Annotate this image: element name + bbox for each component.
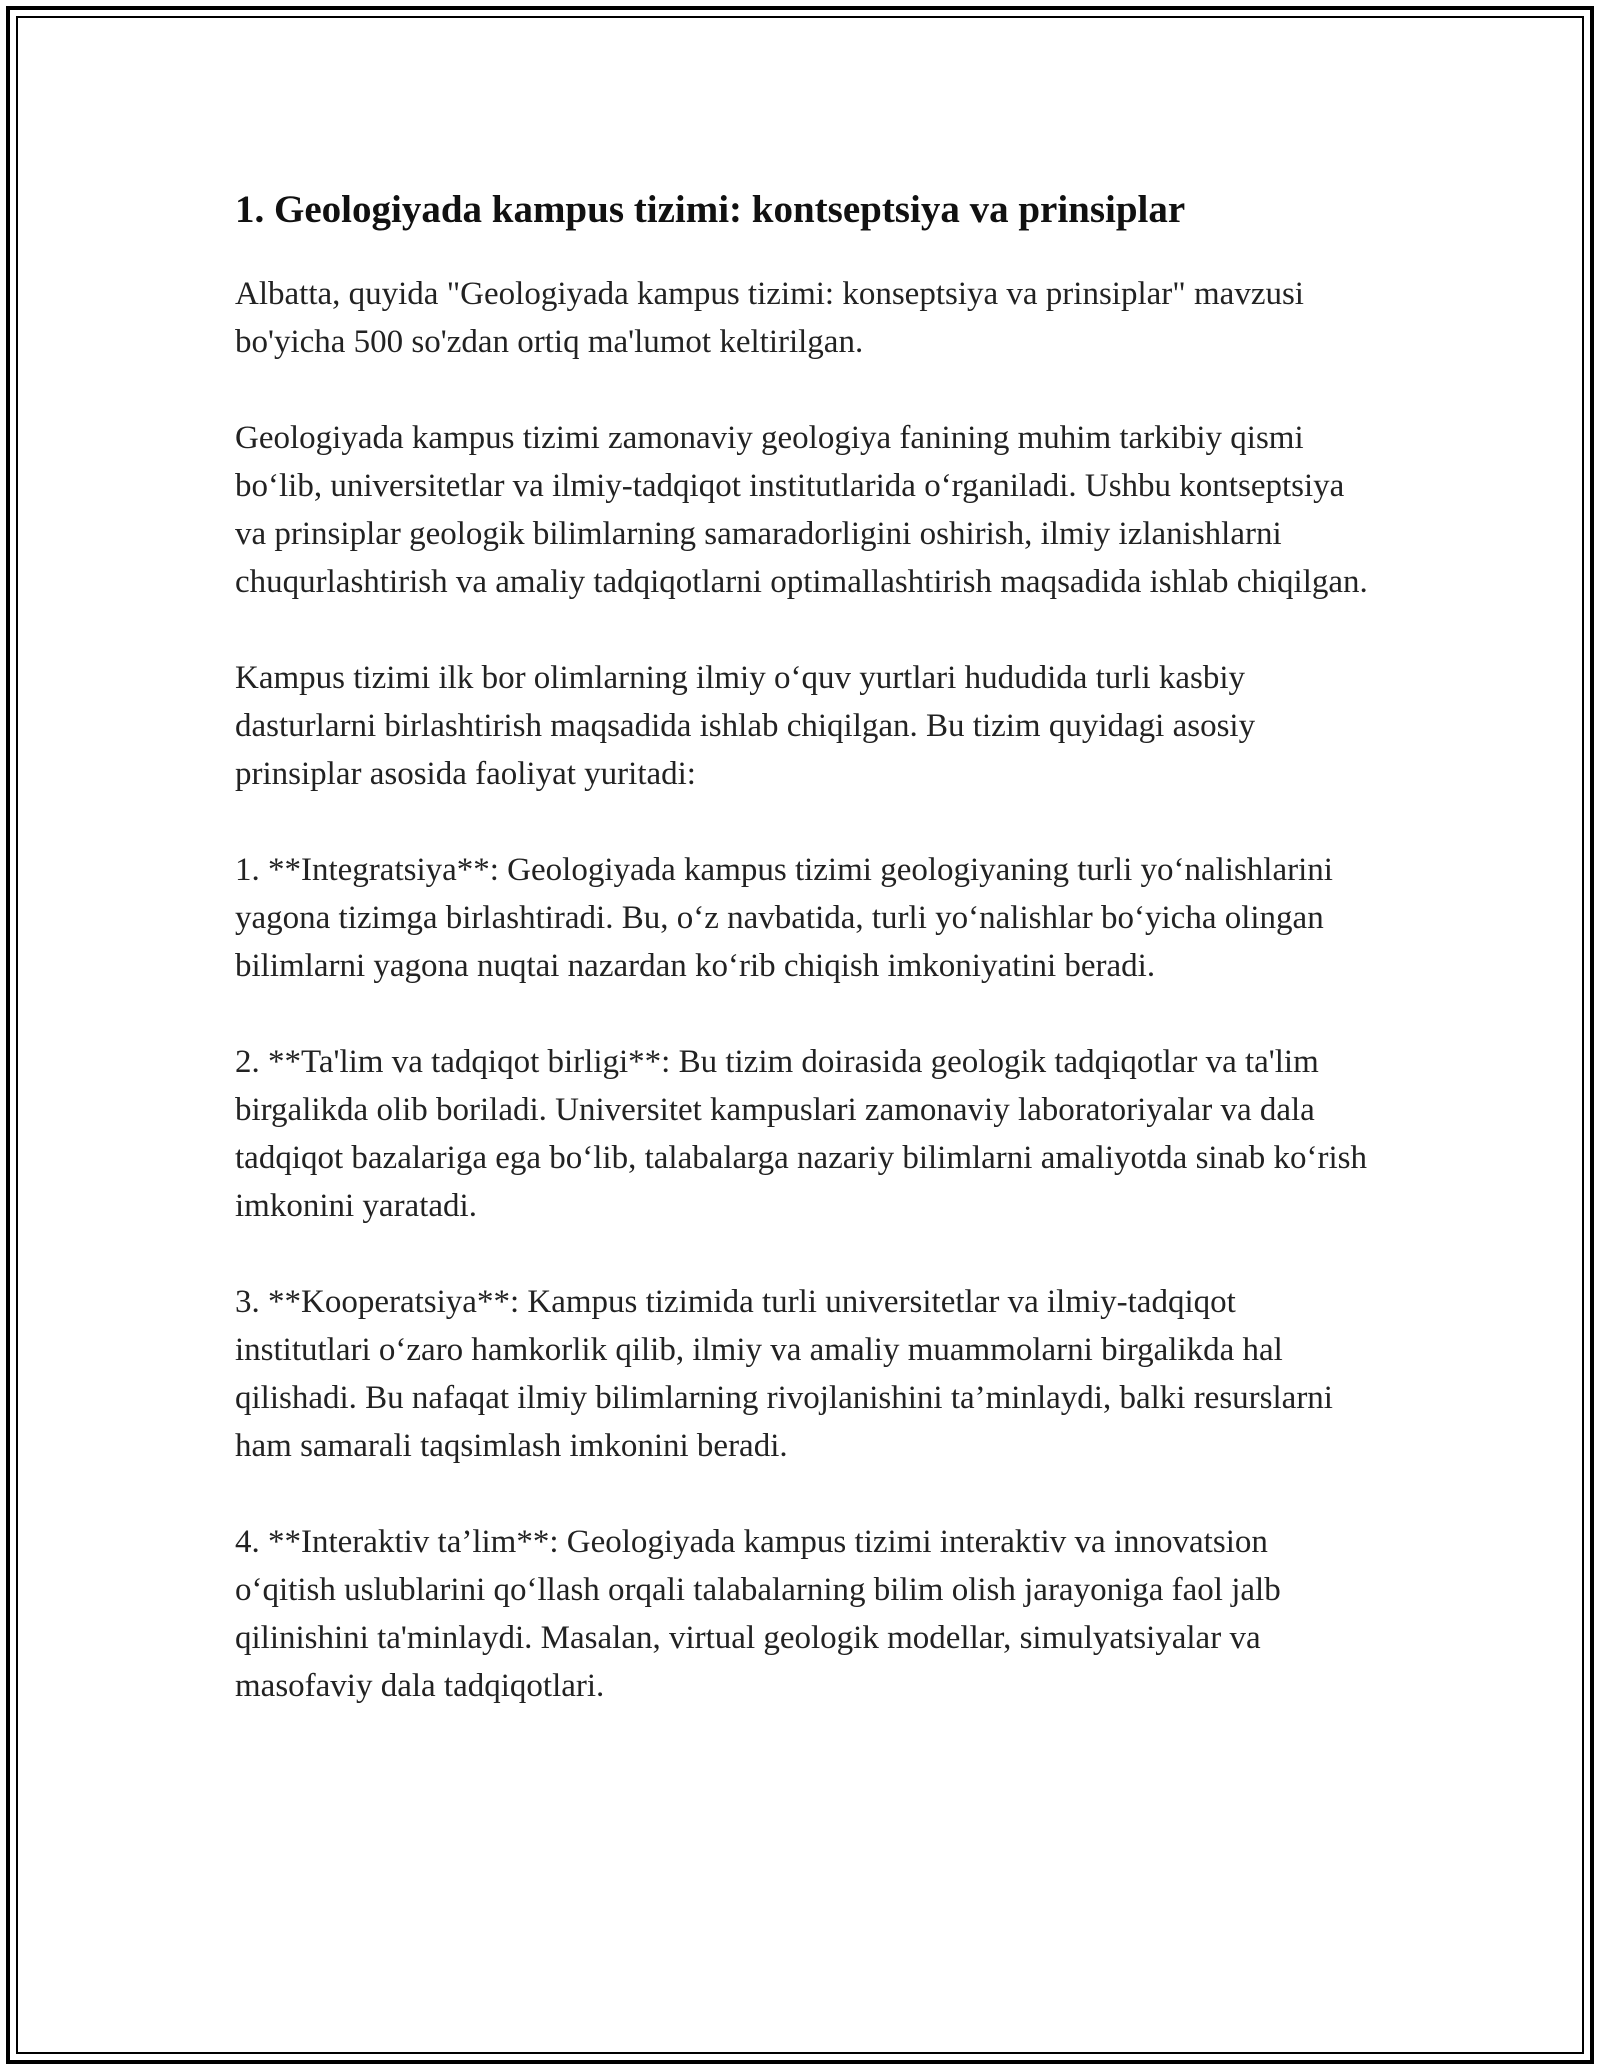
paragraph-intro: Albatta, quyida "Geologiyada kampus tizimi: konseptsiya va prinsiplar" mavzusi bo'yicha 500 so'zdan ortiq ma'lumot keltirilgan. — [235, 275, 1304, 360]
paragraph-overview: Geologiyada kampus tizimi zamonaviy geologiya fanining muhim tarkibiy qismi boʻlib, universitetlar va ilmiy-tadqiqot institutlarida oʻrganiladi. Ushbu kontseptsiya va prinsiplar geologik bilimlarning samaradorligini oshirish, ilmiy izlanishlarni chuqurlashtirish va amaliy tadqiqotlarni optimallashtirish maqsadida ishlab chiqilgan. — [235, 419, 1368, 600]
paragraph-principle-cooperation: 3. **Kooperatsiya**: Kampus tizimida turli universitetlar va ilmiy-tadqiqot institutlari oʻzaro hamkorlik qilib, ilmiy va amaliy muammolarni birgalikda hal qilishadi. Bu nafaqat ilmiy bilimlarning rivojlanishini ta’minlaydi, balki resurslarni ham samarali taqsimlash imkonini beradi. — [235, 1283, 1333, 1464]
paragraph-principles-intro: Kampus tizimi ilk bor olimlarning ilmiy oʻquv yurtlari hududida turli kasbiy dasturlarni birlashtirish maqsadida ishlab chiqilgan. Bu tizim quyidagi asosiy prinsiplar asosida faoliyat yuritadi: — [235, 659, 1256, 792]
document-body — [235, 185, 1375, 1758]
paragraph-principle-integration: 1. **Integratsiya**: Geologiyada kampus tizimi geologiyaning turli yoʻnalishlarini yagona tizimga birlashtiradi. Bu, oʻz navbatida, turli yoʻnalishlar boʻyicha olingan bilimlarni yagona nuqtai nazardan koʻrib chiqish imkoniyatini beradi. — [235, 851, 1333, 984]
paragraph-principle-education-research: 2. **Ta'lim va tadqiqot birligi**: Bu tizim doirasida geologik tadqiqotlar va ta'lim birgalikda olib boriladi. Universitet kampuslari zamonaviy laboratoriyalar va dala tadqiqot bazalariga ega boʻlib, talabalarga nazariy bilimlarni amaliyotda sinab koʻrish imkonini yaratadi. — [235, 1043, 1367, 1224]
paragraph-principle-interactive: 4. **Interaktiv ta’lim**: Geologiyada kampus tizimi interaktiv va innovatsion oʻqitish uslublarini qoʻllash orqali talabalarning bilim olish jarayoniga faol jalb qilinishini ta'minlaydi. Masalan, virtual geologik modellar, simulyatsiyalar va masofaviy dala tadqiqotlari. — [235, 1523, 1281, 1704]
document-title: 1. Geologiyada kampus tizimi: kontseptsiya va prinsiplar — [235, 188, 1186, 231]
